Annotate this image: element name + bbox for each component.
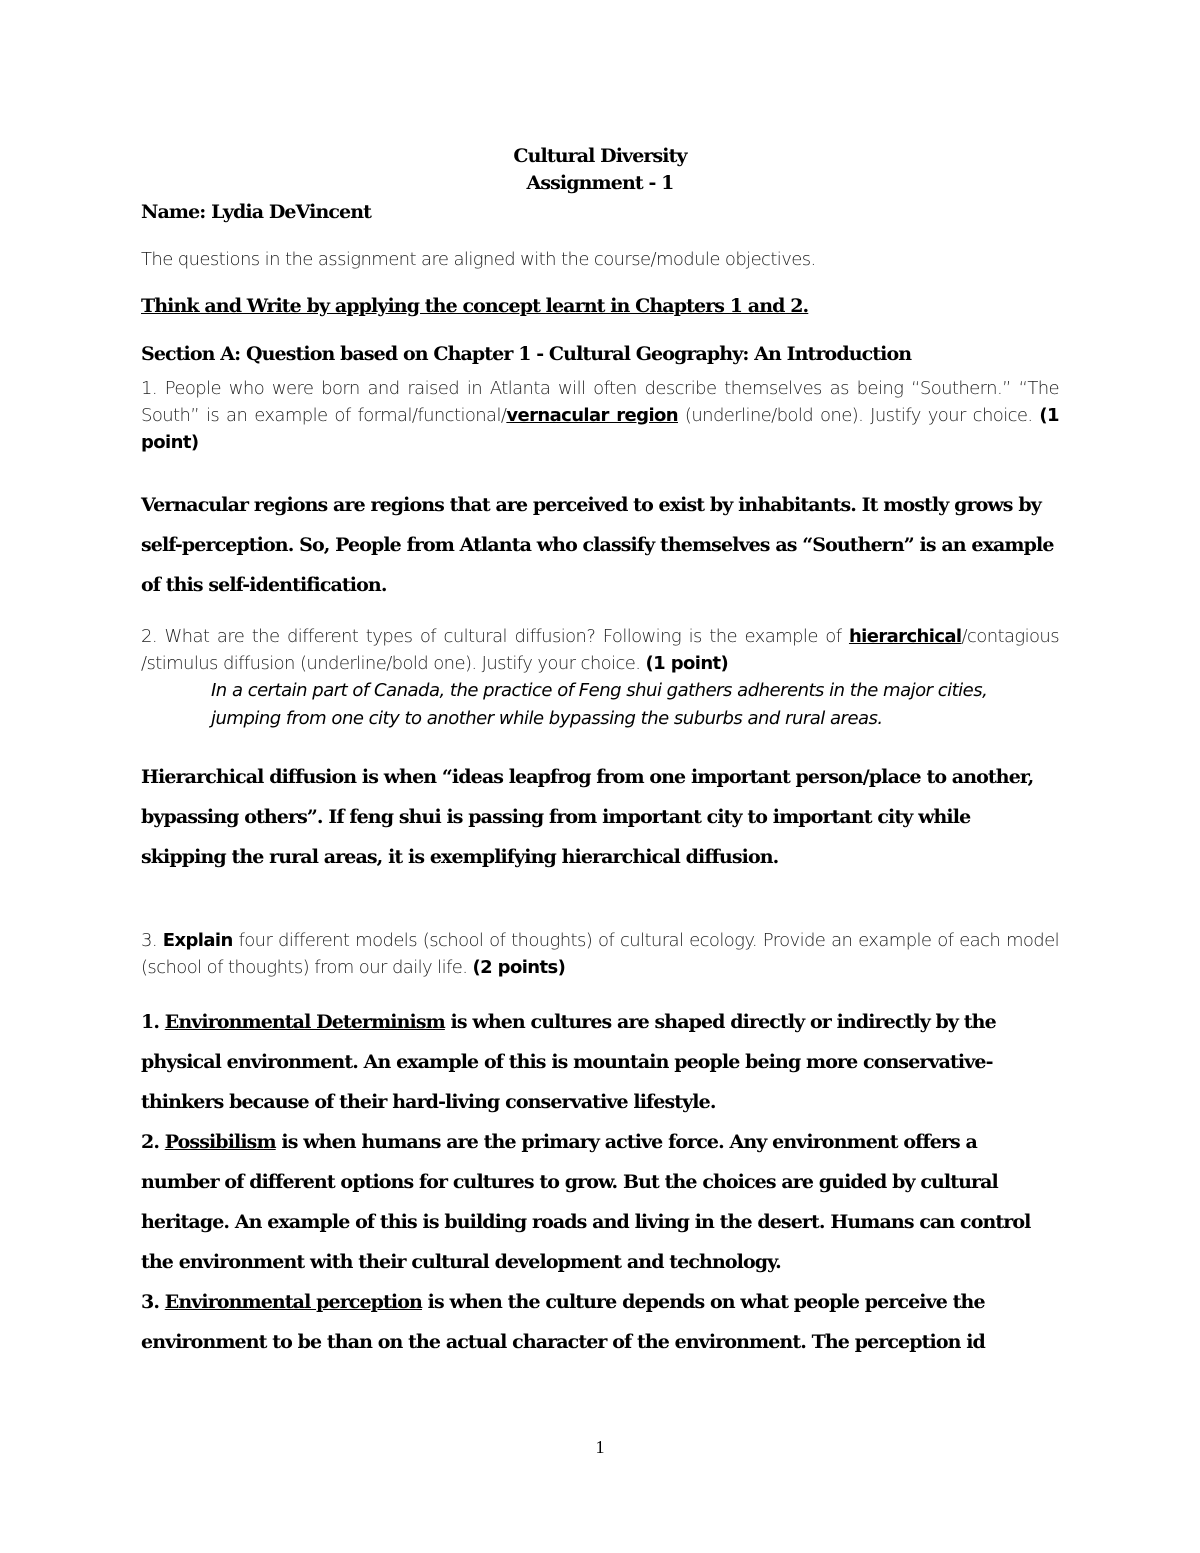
- model-3-term: Environmental perception: [164, 1291, 422, 1313]
- model-3-num: 3.: [141, 1291, 165, 1313]
- q2-points: (1 point): [645, 653, 729, 674]
- model-item-3: [141, 1282, 1059, 1362]
- model-2-text: is when humans are the primary active force. Any environment offers a number of different options for cultures to grow. But the choices are guided by cultural heritage. An example of this is building roads and living in the desert. Humans can control the environment with their cultural development and technology.: [141, 1131, 1031, 1273]
- doc-title: Cultural Diversity: [513, 145, 687, 167]
- q1-points: (1 point): [141, 405, 1059, 453]
- q2-text-before: 2. What are the different types of cultural diffusion? Following is the example of: [141, 626, 849, 647]
- model-item-2: [141, 1122, 1059, 1282]
- answer-2: Hierarchical diffusion is when “ideas leapfrog from one important person/place to another, bypassing others”. If feng shui is passing from important city to important city while skipping the rural areas, it is exemplifying hierarchical diffusion.: [141, 766, 1034, 868]
- q2-text-after: /contagious /stimulus diffusion (underline/bold one). Justify your choice.: [141, 626, 1059, 674]
- model-1-term: Environmental Determinism: [164, 1011, 445, 1033]
- q3-points: (2 points): [472, 957, 566, 978]
- model-item-1: [141, 1002, 1059, 1122]
- model-2-num: 2.: [141, 1131, 165, 1153]
- document-body: [141, 143, 1059, 1362]
- q1-text-before: 1. People who were born and raised in Atlanta will often describe themselves as being “Southern.” “The South” is an example of formal/functional/: [141, 378, 1059, 426]
- q1-choice: vernacular region: [506, 405, 678, 426]
- intro-text: The questions in the assignment are aligned with the course/module objectives.: [141, 249, 816, 270]
- page-number: 1: [595, 1437, 605, 1457]
- model-2-term: Possibilism: [164, 1131, 276, 1153]
- doc-subtitle: Assignment - 1: [526, 172, 674, 194]
- student-name: Name: Lydia DeVincent: [141, 201, 372, 223]
- answer-3: [141, 1002, 1059, 1362]
- model-3-text: is when the culture depends on what people perceive the environment to be than on the actual character of the environment. The perception id: [141, 1291, 985, 1353]
- question-2: [141, 623, 1059, 677]
- question-3: [141, 927, 1059, 981]
- section-a-heading: Section A: Question based on Chapter 1 - Cultural Geography: An Introduction: [141, 343, 912, 365]
- q2-example: In a certain part of Canada, the practice of Feng shui gathers adherents in the major cities, jumping from one city to another while bypassing the suburbs and rural areas.: [211, 680, 988, 729]
- q3-text: four different models (school of thoughts) of cultural ecology. Provide an example of each model (school of thoughts) from our daily life.: [141, 930, 1059, 978]
- q3-num: 3.: [141, 930, 163, 951]
- q1-text-after: (underline/bold one). Justify your choice.: [678, 405, 1040, 426]
- think-write-heading: Think and Write by applying the concept learnt in Chapters 1 and 2.: [141, 295, 809, 317]
- model-1-text: is when cultures are shaped directly or indirectly by the physical environment. An example of this is mountain people being more conservative-thinkers because of their hard-living conservative lifestyle.: [141, 1011, 996, 1113]
- question-1: [141, 375, 1059, 456]
- q2-choice: hierarchical: [848, 626, 962, 647]
- model-1-num: 1.: [141, 1011, 165, 1033]
- answer-1: Vernacular regions are regions that are perceived to exist by inhabitants. It mostly grows by self-perception. So, People from Atlanta who classify themselves as “Southern” is an example of this self-identification.: [141, 494, 1054, 596]
- q3-verb: Explain: [162, 930, 233, 951]
